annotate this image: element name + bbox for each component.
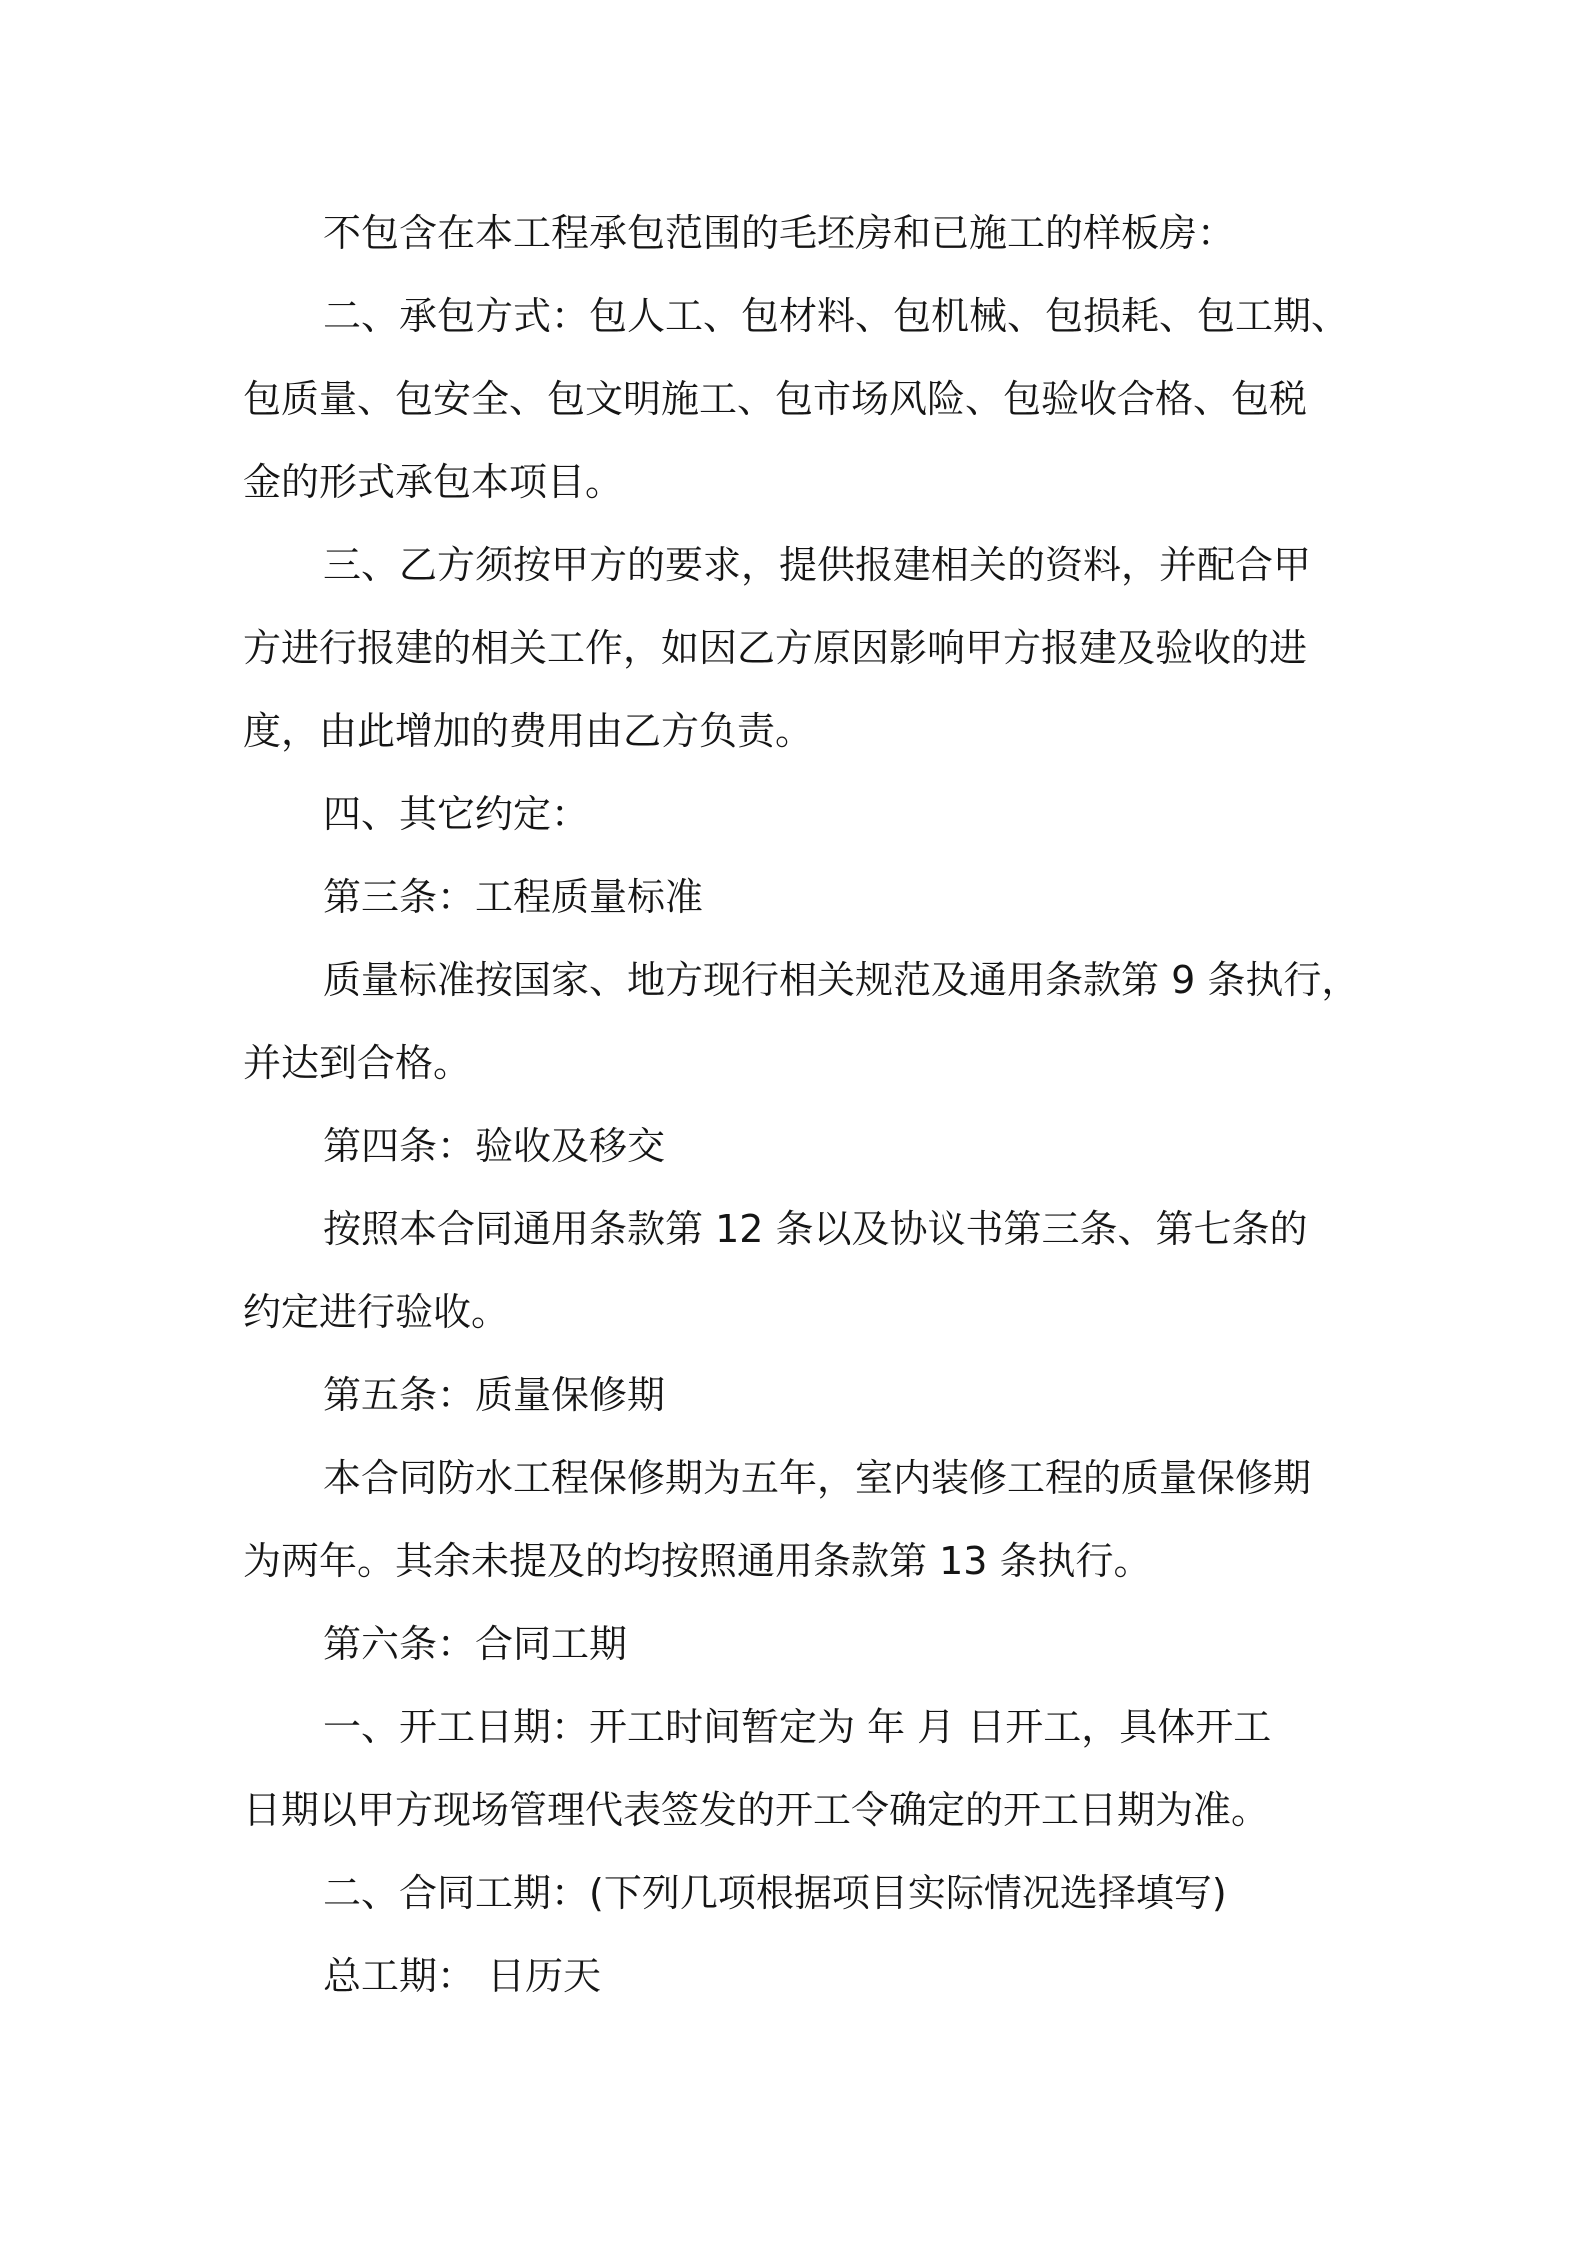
paragraph-line: 包质量、包安全、包文明施工、包市场风险、包验收合格、包税 (243, 377, 1308, 421)
paragraph-line: 本合同防水工程保修期为五年，室内装修工程的质量保修期 (323, 1456, 1312, 1500)
article-heading-quality-standard: 第三条：工程质量标准 (323, 875, 704, 919)
paragraph-line: 日期以甲方现场管理代表签发的开工令确定的开工日期为准。 (243, 1788, 1270, 1832)
paragraph-line: 为两年。其余未提及的均按照通用条款第 13 条执行。 (243, 1539, 1152, 1583)
paragraph-line: 并达到合格。 (243, 1041, 472, 1085)
paragraph-line: 一、开工日期：开工时间暂定为 年 月 日开工，具体开工 (323, 1705, 1272, 1749)
paragraph-line: 方进行报建的相关工作，如因乙方原因影响甲方报建及验收的进 (243, 626, 1308, 670)
paragraph-line: 按照本合同通用条款第 12 条以及协议书第三条、第七条的 (323, 1207, 1308, 1251)
paragraph-line: 度，由此增加的费用由乙方负责。 (243, 709, 814, 753)
article-heading-warranty: 第五条：质量保修期 (323, 1373, 666, 1417)
article-heading-contract-period: 第六条：合同工期 (323, 1622, 628, 1666)
section-heading-other-agreements: 四、其它约定： (323, 792, 590, 836)
paragraph-line: 总工期： 日历天 (323, 1954, 602, 1998)
paragraph-line: 二、合同工期：(下列几项根据项目实际情况选择填写) (323, 1871, 1227, 1915)
paragraph-line: 约定进行验收。 (243, 1290, 510, 1334)
document-body (243, 192, 1360, 2018)
paragraph-line: 质量标准按国家、地方现行相关规范及通用条款第 9 条执行， (323, 958, 1360, 1002)
paragraph-line: 金的形式承包本项目。 (243, 460, 624, 504)
section-heading-contract-method: 二、承包方式：包人工、包材料、包机械、包损耗、包工期、 (323, 294, 1350, 338)
article-heading-acceptance: 第四条：验收及移交 (323, 1124, 666, 1168)
section-heading-party-b-requirements: 三、乙方须按甲方的要求，提供报建相关的资料，并配合甲 (323, 543, 1312, 587)
paragraph-line: 不包含在本工程承包范围的毛坯房和已施工的样板房： (323, 211, 1236, 255)
